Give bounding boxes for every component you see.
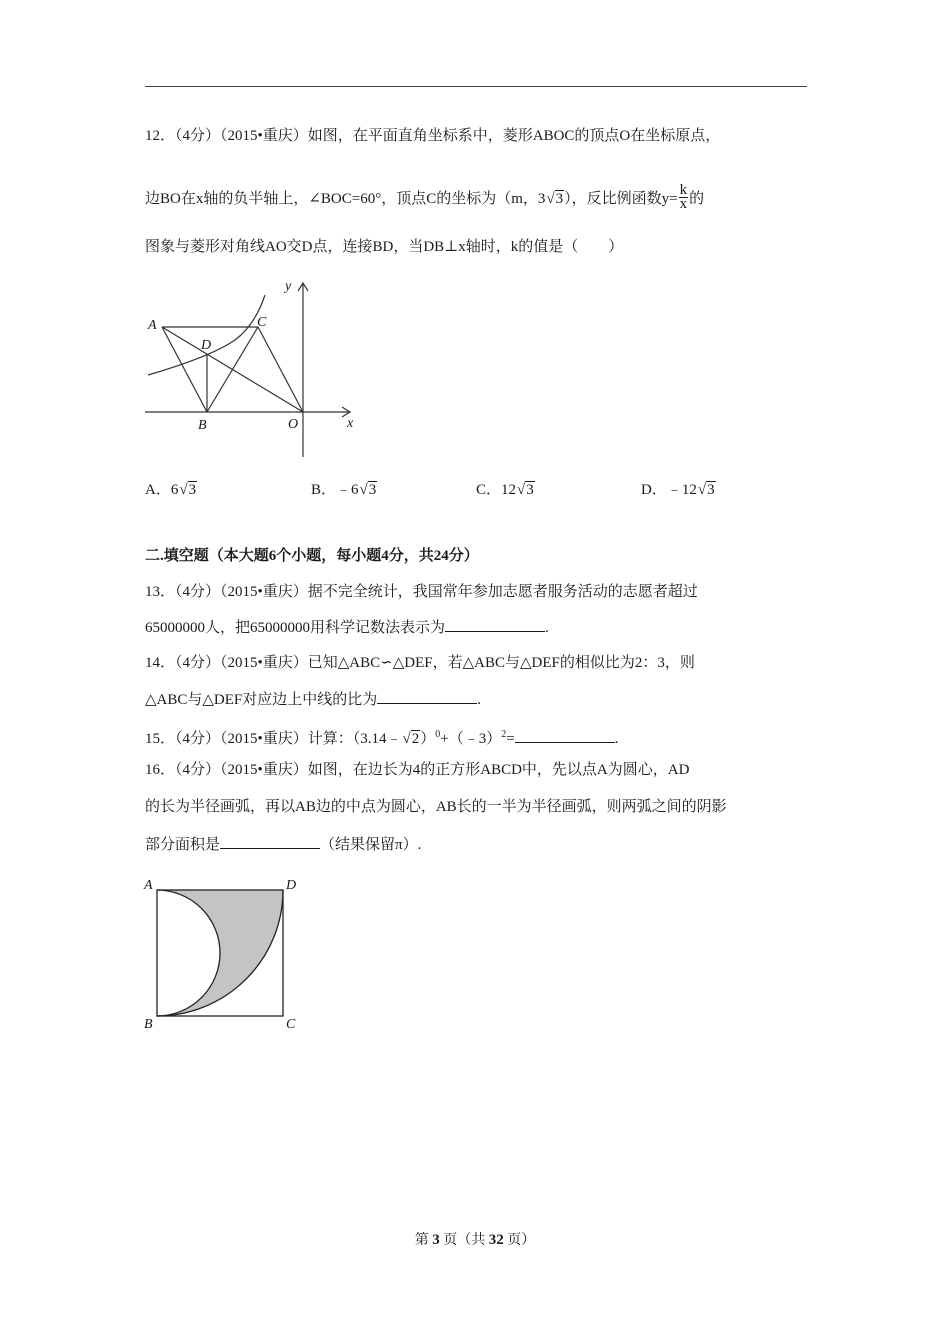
q16-figure xyxy=(140,872,315,1037)
label-d: D xyxy=(286,878,297,893)
q16-line-1: 16．（4分）（2015•重庆）如图，在边长为4的正方形ABCD中，先以点A为圆心，AD xyxy=(145,762,690,778)
label-o: O xyxy=(288,417,299,432)
current-page-number: 3 xyxy=(432,1232,440,1248)
q12-figure xyxy=(140,275,370,465)
q15-radical: √2 xyxy=(402,731,420,747)
q16-line-3: 部分面积是 （结果保留π）. xyxy=(145,834,421,855)
q12-line-3: 图象与菱形对角线AO交D点，连接BD，当DB⊥x轴时，k的值是（ ） xyxy=(145,239,624,255)
q12-option-a[interactable]: A．6√3 xyxy=(145,482,197,498)
top-rule xyxy=(145,86,807,87)
q12-line-1: 12．（4分）（2015•重庆）如图，在平面直角坐标系中，菱形ABOC的顶点O在坐标原点， xyxy=(145,128,721,144)
q14-line-1: 14．（4分）（2015•重庆）已知△ABC∽△DEF，若△ABC与△DEF的相似比为2：3，则 xyxy=(145,655,695,671)
label-a: A xyxy=(144,878,153,893)
label-c: C xyxy=(286,1017,296,1032)
q12-fraction: $\frac{k}{x}$ xyxy=(679,182,688,212)
diagonal-bc xyxy=(207,327,258,412)
rhombus-side-co xyxy=(258,327,303,412)
q15-line: 15．（4分）（2015•重庆）计算：（3.14﹣√2）$^0$+（﹣3）$^2$= . xyxy=(145,729,619,747)
q12-option-c[interactable]: C．12√3 xyxy=(476,482,534,498)
page-footer: 第 3 页（共 32 页） xyxy=(414,1232,536,1248)
label-b: B xyxy=(198,418,207,433)
label-y: y xyxy=(285,279,292,294)
q14-answer-blank[interactable] xyxy=(377,689,477,704)
q12-radical: √3 xyxy=(546,190,564,207)
q13-answer-blank[interactable] xyxy=(445,617,545,632)
label-d: D xyxy=(201,338,212,353)
label-c: C xyxy=(257,315,267,330)
q16-answer-blank[interactable] xyxy=(220,834,320,849)
q16-line-2: 的长为半径画弧，再以AB边的中点为圆心，AB长的一半为半径画弧，则两弧之间的阴影 xyxy=(145,799,727,815)
label-x: x xyxy=(347,416,354,431)
label-a: A xyxy=(148,318,157,333)
q15-answer-blank[interactable] xyxy=(515,728,615,743)
q12-option-b[interactable]: B．﹣6√3 xyxy=(311,482,377,498)
q12-line-2: 边BO在x轴的负半轴上，∠BOC=60°，顶点C的坐标为（m，3√3），反比例函数y= $\frac{k}{x}$ 的 xyxy=(145,182,705,212)
q13-line-2: 65000000人，把65000000用科学记数法表示为 . xyxy=(145,617,549,638)
total-page-number: 32 xyxy=(488,1232,504,1248)
q12-option-d[interactable]: D．﹣12√3 xyxy=(641,482,715,498)
q13-line-1: 13．（4分）（2015•重庆）据不完全统计，我国常年参加志愿者服务活动的志愿者超过 xyxy=(145,584,698,600)
label-b: B xyxy=(144,1017,153,1032)
section-2-title: 二.填空题（本大题6个小题，每小题4分，共24分） xyxy=(145,548,479,564)
q14-line-2: △ABC与△DEF对应边上中线的比为 . xyxy=(145,689,481,710)
